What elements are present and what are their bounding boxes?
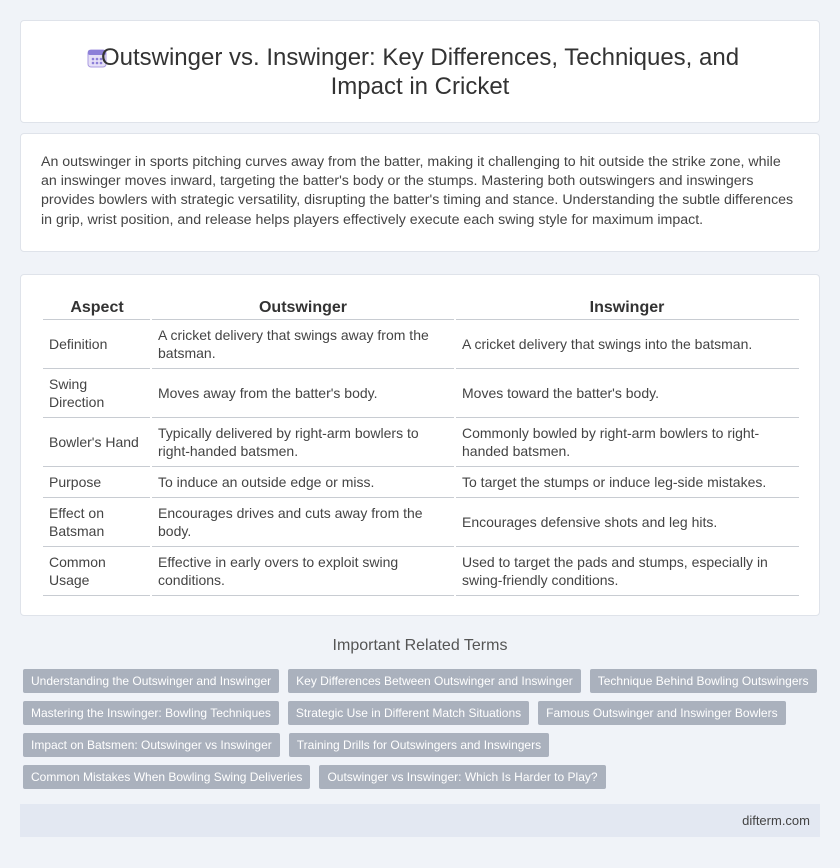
intro-card: [20, 133, 820, 252]
related-term-link[interactable]: Understanding the Outswinger and Inswinger: [23, 669, 279, 693]
row-outswinger: Typically delivered by right-arm bowlers to right-handed batsmen.: [151, 417, 455, 466]
row-inswinger: To target the stumps or induce leg-side mistakes.: [455, 466, 799, 497]
related-term-link[interactable]: Training Drills for Outswingers and Inswingers: [289, 733, 549, 757]
table-row: [43, 319, 799, 368]
table-row: [43, 368, 799, 417]
tag-row: [23, 765, 823, 797]
table-row: [43, 546, 799, 595]
related-term-link[interactable]: Outswinger vs Inswinger: Which Is Harder to Play?: [319, 765, 605, 789]
row-outswinger: Moves away from the batter's body.: [151, 368, 455, 417]
row-aspect: Bowler's Hand: [43, 417, 151, 466]
related-term-link[interactable]: Mastering the Inswinger: Bowling Techniques: [23, 701, 279, 725]
table-header-row: [43, 294, 799, 319]
row-inswinger: Used to target the pads and stumps, especially in swing-friendly conditions.: [455, 546, 799, 595]
table-row: [43, 417, 799, 466]
comparison-card: [20, 274, 820, 616]
row-aspect: Effect on Batsman: [43, 497, 151, 546]
title-card: [20, 20, 820, 123]
related-term-link[interactable]: Key Differences Between Outswinger and Inswinger: [288, 669, 581, 693]
row-outswinger: Encourages drives and cuts away from the body.: [151, 497, 455, 546]
related-term-link[interactable]: Common Mistakes When Bowling Swing Deliveries: [23, 765, 310, 789]
row-inswinger: Commonly bowled by right-arm bowlers to right-handed batsmen.: [455, 417, 799, 466]
tag-row: [23, 701, 823, 733]
row-aspect: Definition: [43, 319, 151, 368]
header-inswinger: Inswinger: [455, 294, 799, 319]
related-term-link[interactable]: Strategic Use in Different Match Situations: [288, 701, 529, 725]
tag-row: [23, 733, 823, 765]
related-terms-title: Important Related Terms: [332, 637, 508, 654]
footer-site-name: difterm.com: [742, 813, 810, 828]
related-term-link[interactable]: Famous Outswinger and Inswinger Bowlers: [538, 701, 785, 725]
header-aspect: Aspect: [43, 294, 151, 319]
row-aspect: Common Usage: [43, 546, 151, 595]
related-term-link[interactable]: Impact on Batsmen: Outswinger vs Inswinger: [23, 733, 280, 757]
row-aspect: Purpose: [43, 466, 151, 497]
comparison-table: [43, 294, 799, 596]
table-row: [43, 466, 799, 497]
page-title: Outswinger vs. Inswinger: Key Differences, Techniques, and Impact in Cricket: [100, 44, 740, 100]
intro-paragraph: An outswinger in sports pitching curves away from the batter, making it challenging to hit outside the strike zone, while an inswinger moves inward, targeting the batter's body or the stumps. Mastering both outswingers and inswingers provides bowlers with strategic versatility, disrupting the batter's timing and stance. Understanding the subtle differences in grip, wrist position, and release helps players effectively execute each swing style for maximum impact.: [41, 154, 794, 228]
tag-row: [23, 669, 823, 701]
related-terms-list: [23, 669, 823, 797]
header-outswinger: Outswinger: [151, 294, 455, 319]
footer: [20, 804, 820, 837]
row-inswinger: Moves toward the batter's body.: [455, 368, 799, 417]
row-outswinger: To induce an outside edge or miss.: [151, 466, 455, 497]
row-aspect: Swing Direction: [43, 368, 151, 417]
row-inswinger: Encourages defensive shots and leg hits.: [455, 497, 799, 546]
row-outswinger: Effective in early overs to exploit swing conditions.: [151, 546, 455, 595]
row-outswinger: A cricket delivery that swings away from the batsman.: [151, 319, 455, 368]
table-row: [43, 497, 799, 546]
row-inswinger: A cricket delivery that swings into the batsman.: [455, 319, 799, 368]
related-term-link[interactable]: Technique Behind Bowling Outswingers: [590, 669, 817, 693]
